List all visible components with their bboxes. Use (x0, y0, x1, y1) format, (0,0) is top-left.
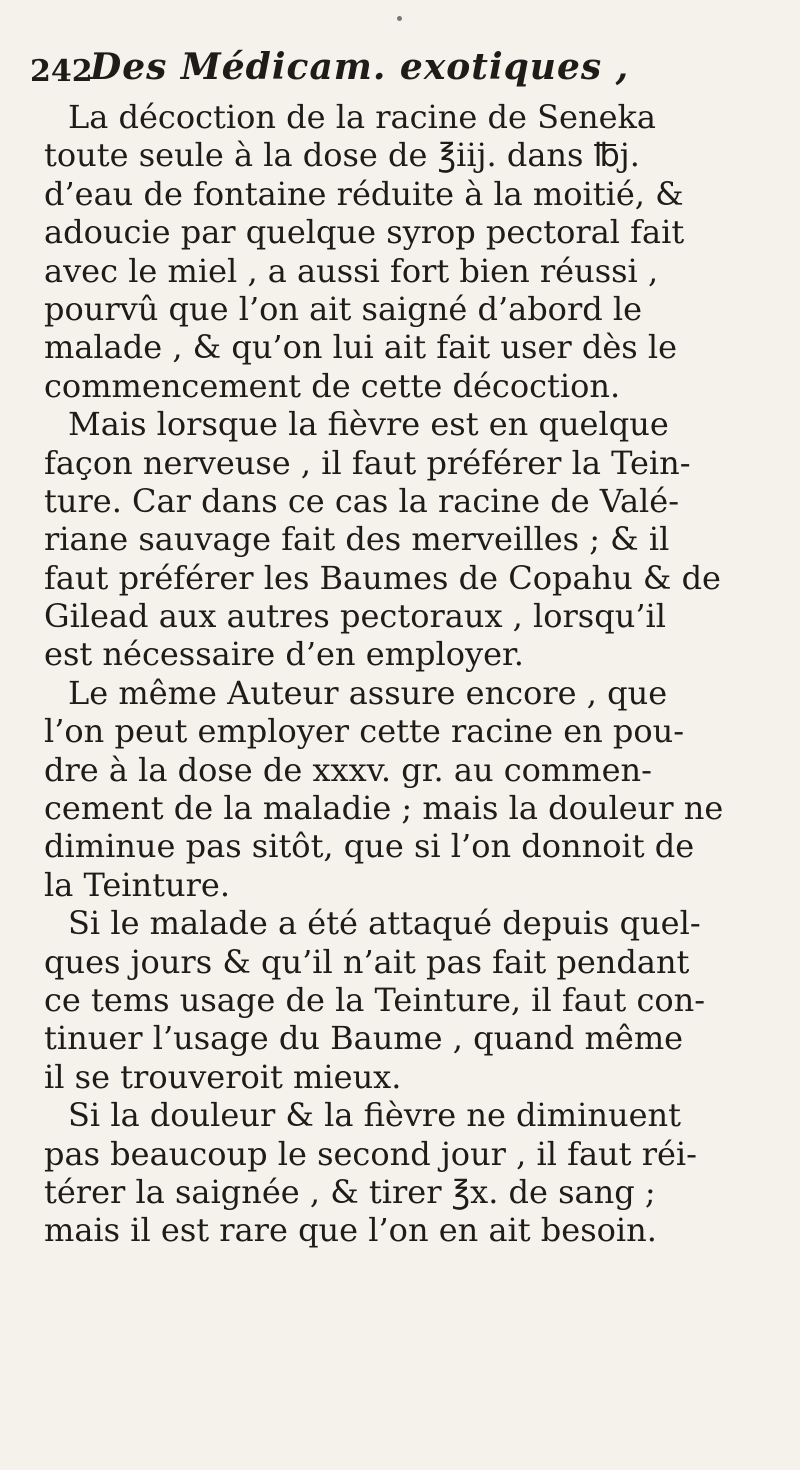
body-text (44, 98, 784, 1250)
text-line: l’on peut employer cette racine en pou- (44, 712, 685, 751)
text-line: Mais lorsque la fièvre est en quelque (68, 405, 669, 444)
text-line: pourvû que l’on ait saigné d’abord le (44, 289, 643, 328)
text-line: Si la douleur & la fièvre ne diminuent (68, 1096, 681, 1135)
text-line: ture. Car dans ce cas la racine de Valé- (44, 481, 680, 520)
text-line: La décoction de la racine de Seneka (68, 98, 656, 136)
text-line: avec le miel , a aussi fort bien réussi , (44, 251, 659, 290)
text-line: Le même Auteur assure encore , que (68, 673, 668, 712)
text-line: Gilead aux autres pectoraux , lorsqu’il (44, 597, 666, 636)
text-line: malade , & qu’on lui ait fait user dès le (44, 328, 678, 367)
text-line: commencement de cette décoction. (44, 366, 621, 405)
text-line: riane sauvage fait des merveilles ; & il (44, 520, 670, 559)
text-line: il se trouveroit mieux. (44, 1057, 402, 1096)
text-line: d’eau de fontaine réduite à la moitié, & (44, 174, 684, 213)
text-line: Si le malade a été attaqué depuis quel- (68, 904, 701, 943)
text-line: diminue pas sitôt, que si l’on donnoit de (44, 827, 695, 866)
text-line: tinuer l’usage du Baume , quand même (44, 1019, 684, 1058)
text-line: pas beaucoup le second jour , il faut réi- (44, 1134, 697, 1173)
text-line: cement de la maladie ; mais la douleur ne (44, 789, 724, 828)
ink-dot (397, 16, 402, 21)
text-line: faut préférer les Baumes de Copahu & de (44, 558, 721, 597)
text-line: dre à la dose de xxxv. gr. au commen- (44, 750, 652, 789)
text-line: est nécessaire d’en employer. (44, 635, 524, 674)
text-line: la Teinture. (44, 865, 230, 904)
text-line: térer la saignée , & tirer ℥x. de sang ; (44, 1172, 656, 1211)
running-title: Des Médicam. exotiques , (90, 46, 630, 88)
text-line: façon nerveuse , il faut préférer la Tein- (44, 443, 691, 482)
page-number: 242 (30, 54, 93, 89)
text-line: ce tems usage de la Teinture, il faut con- (44, 980, 706, 1019)
text-line: mais il est rare que l’on en ait besoin. (44, 1211, 657, 1250)
text-line: adoucie par quelque syrop pectoral fait (44, 213, 685, 252)
text-line: toute seule à la dose de ℥iij. dans ℔j. (44, 136, 640, 175)
page-header (30, 46, 770, 96)
text-line: ques jours & qu’il n’ait pas fait pendant (44, 942, 690, 981)
